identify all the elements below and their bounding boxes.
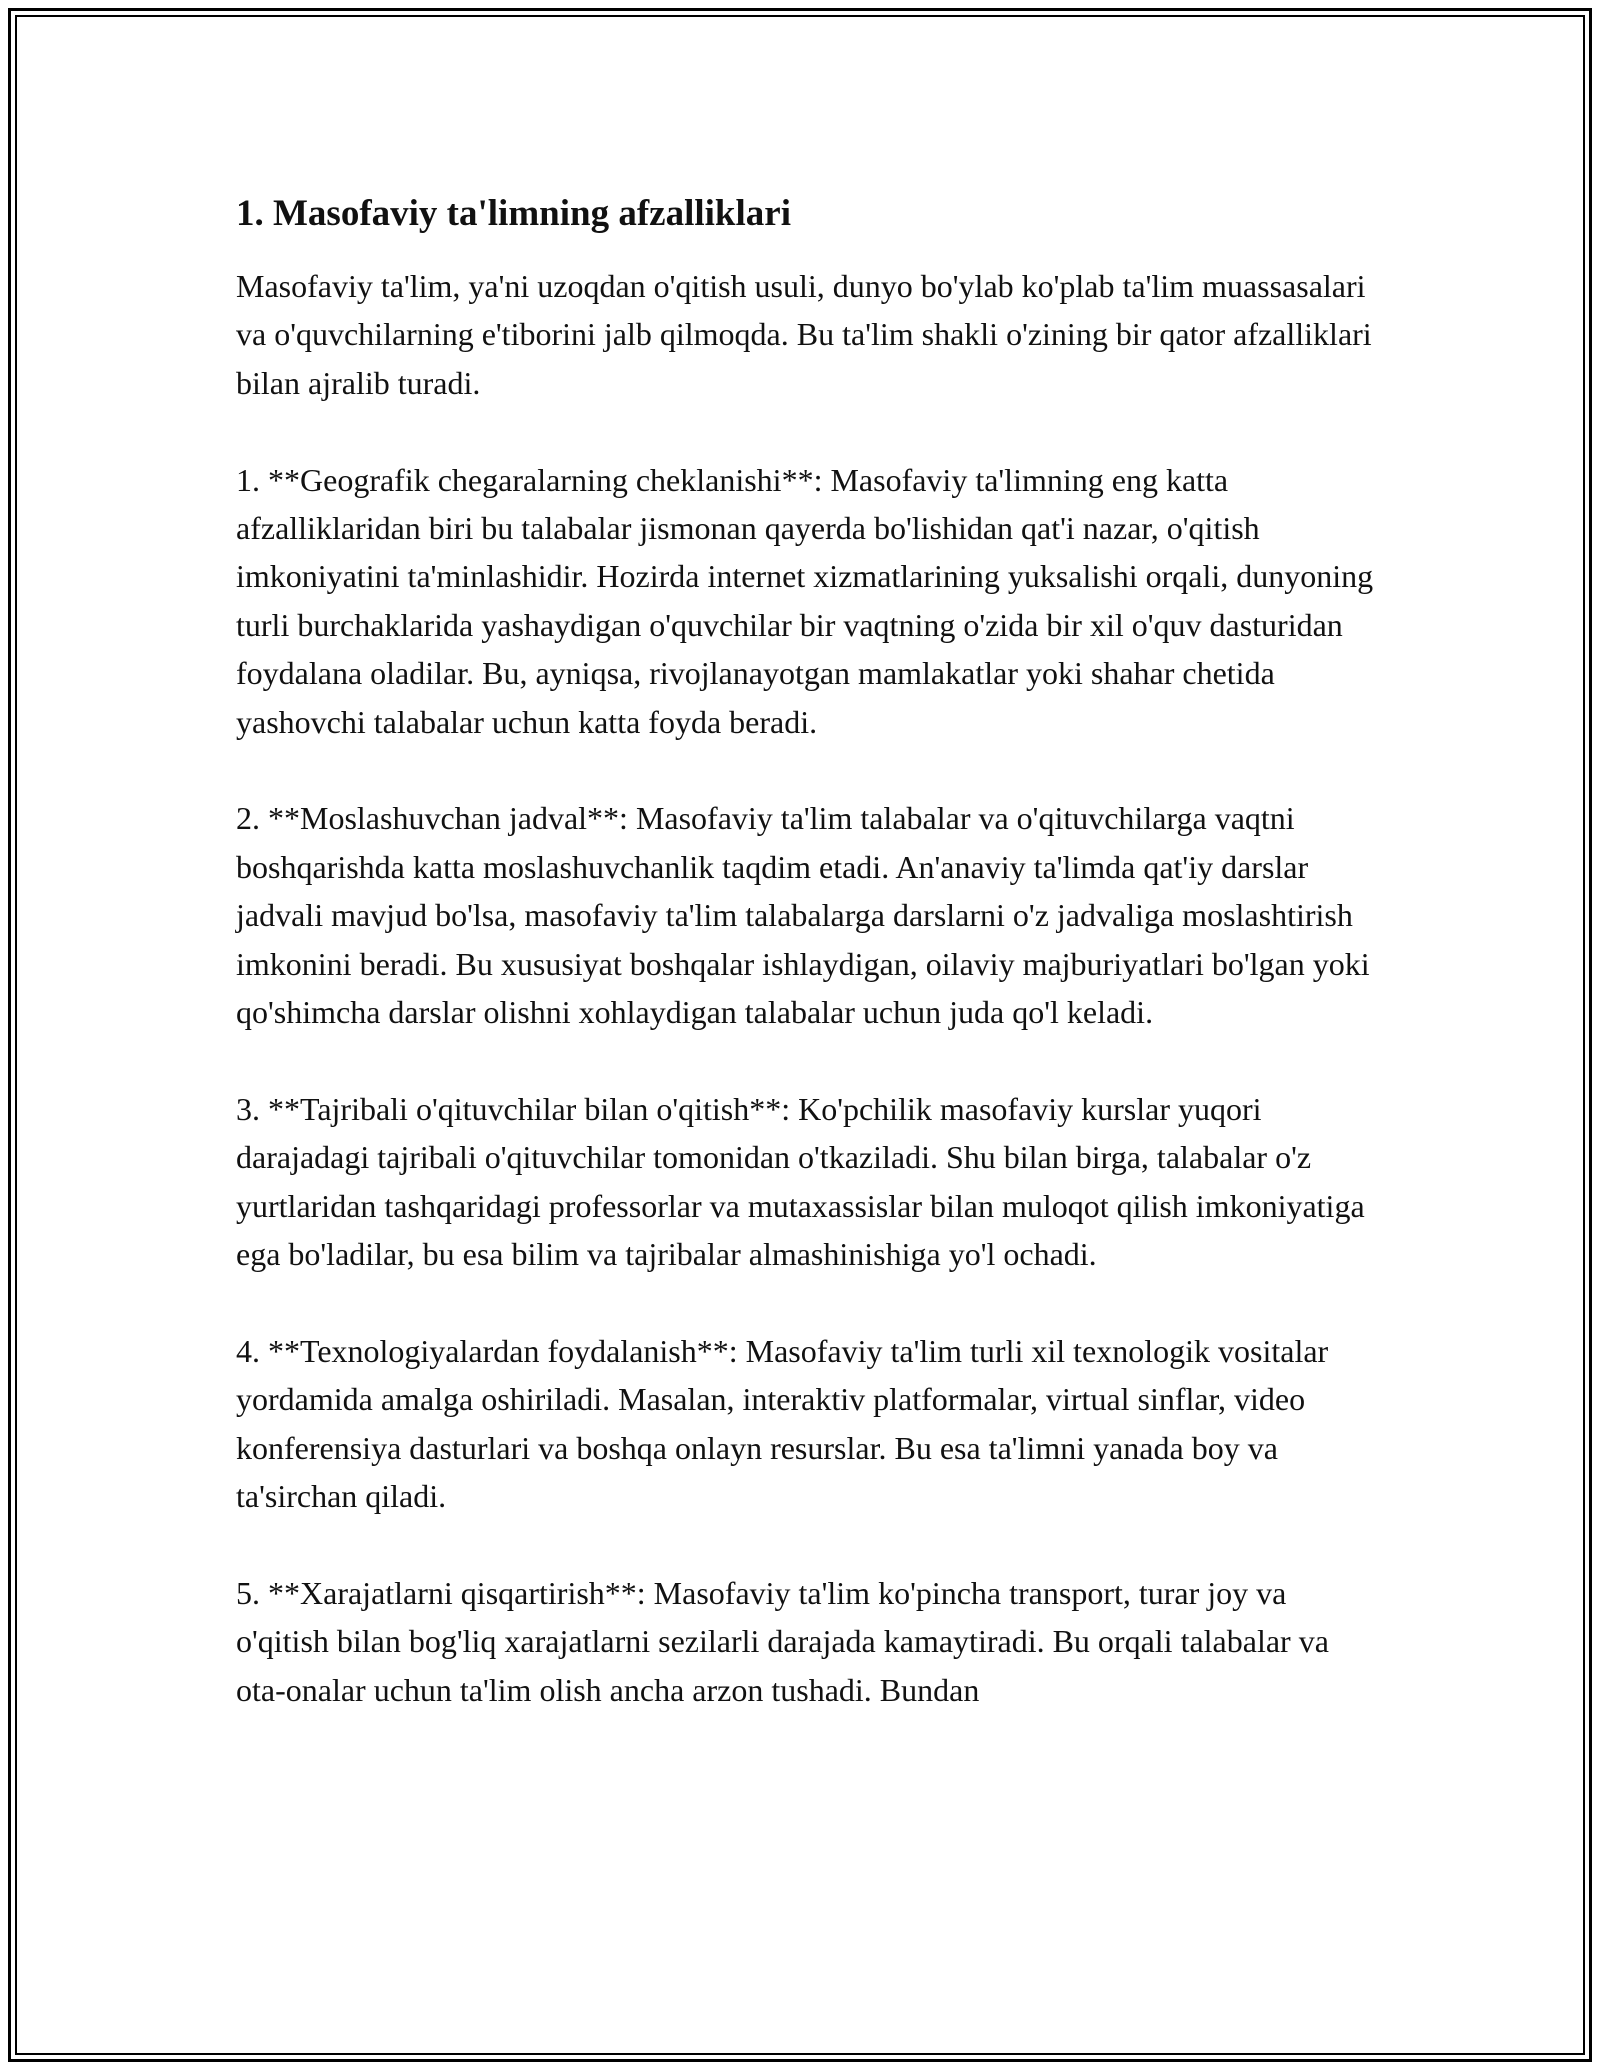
point-2-paragraph: 2. **Moslashuvchan jadval**: Masofaviy ta'lim talabalar va o'qituvchilarga vaqtni boshqarishda katta moslashuvchanlik taqdim etadi. An'anaviy ta'limda qat'iy darslar jadvali mavjud bo'lsa, masofaviy ta'lim talabalarga darslarni o'z jadvaliga moslashtirish imkonini beradi. Bu xususiyat boshqalar ishlaydigan, oilaviy majburiyatlari bo'lgan yoki qo'shimcha darslar olishni xohlaydigan talabalar uchun juda qo'l keladi. bbox=[236, 800, 1370, 1031]
point-4-paragraph: 4. **Texnologiyalardan foydalanish**: Masofaviy ta'lim turli xil texnologik vositalar yordamida amalga oshiriladi. Masalan, interaktiv platformalar, virtual sinflar, video konferensiya dasturlari va boshqa onlayn resurslar. Bu esa ta'limni yanada boy va ta'sirchan qiladi. bbox=[236, 1332, 1329, 1515]
section-heading: 1. Masofaviy ta'limning afzalliklari bbox=[236, 193, 791, 234]
point-1-paragraph: 1. **Geografik chegaralarning cheklanishi**: Masofaviy ta'limning eng katta afzalliklaridan biri bu talabalar jismonan qayerda bo'lishidan qat'i nazar, o'qitish imkoniyatini ta'minlashidir. Hozirda internet xizmatlarining yuksalishi orqali, dunyoning turli burchaklarida yashaydigan o'quvchilar bir vaqtning o'zida bir xil o'quv dasturidan foydalana oladilar. Bu, ayniqsa, rivojlanayotgan mamlakatlar yoki shahar chetida yashovchi talabalar uchun katta foyda beradi. bbox=[236, 461, 1374, 740]
intro-paragraph: Masofaviy ta'lim, ya'ni uzoqdan o'qitish usuli, dunyo bo'ylab ko'plab ta'lim muassasalari va o'quvchilarning e'tiborini jalb qilmoqda. Bu ta'lim shakli o'zining bir qator afzalliklari bilan ajralib turadi. bbox=[236, 268, 1372, 401]
point-3-paragraph: 3. **Tajribali o'qituvchilar bilan o'qitish**: Ko'pchilik masofaviy kurslar yuqori darajadagi tajribali o'qituvchilar tomonidan o'tkaziladi. Shu bilan birga, talabalar o'z yurtlaridan tashqaridagi professorlar va mutaxassislar bilan muloqot qilish imkoniyatiga ega bo'ladilar, bu esa bilim va tajribalar almashinishiga yo'l ochadi. bbox=[236, 1090, 1365, 1273]
point-5-paragraph: 5. **Xarajatlarni qisqartirish**: Masofaviy ta'lim ko'pincha transport, turar joy va o'qitish bilan bog'liq xarajatlarni sezilarli darajada kamaytiradi. Bu orqali talabalar va ota-onalar uchun ta'lim olish ancha arzon tushadi. Bundan bbox=[236, 1574, 1329, 1708]
document-body bbox=[236, 186, 1376, 1763]
